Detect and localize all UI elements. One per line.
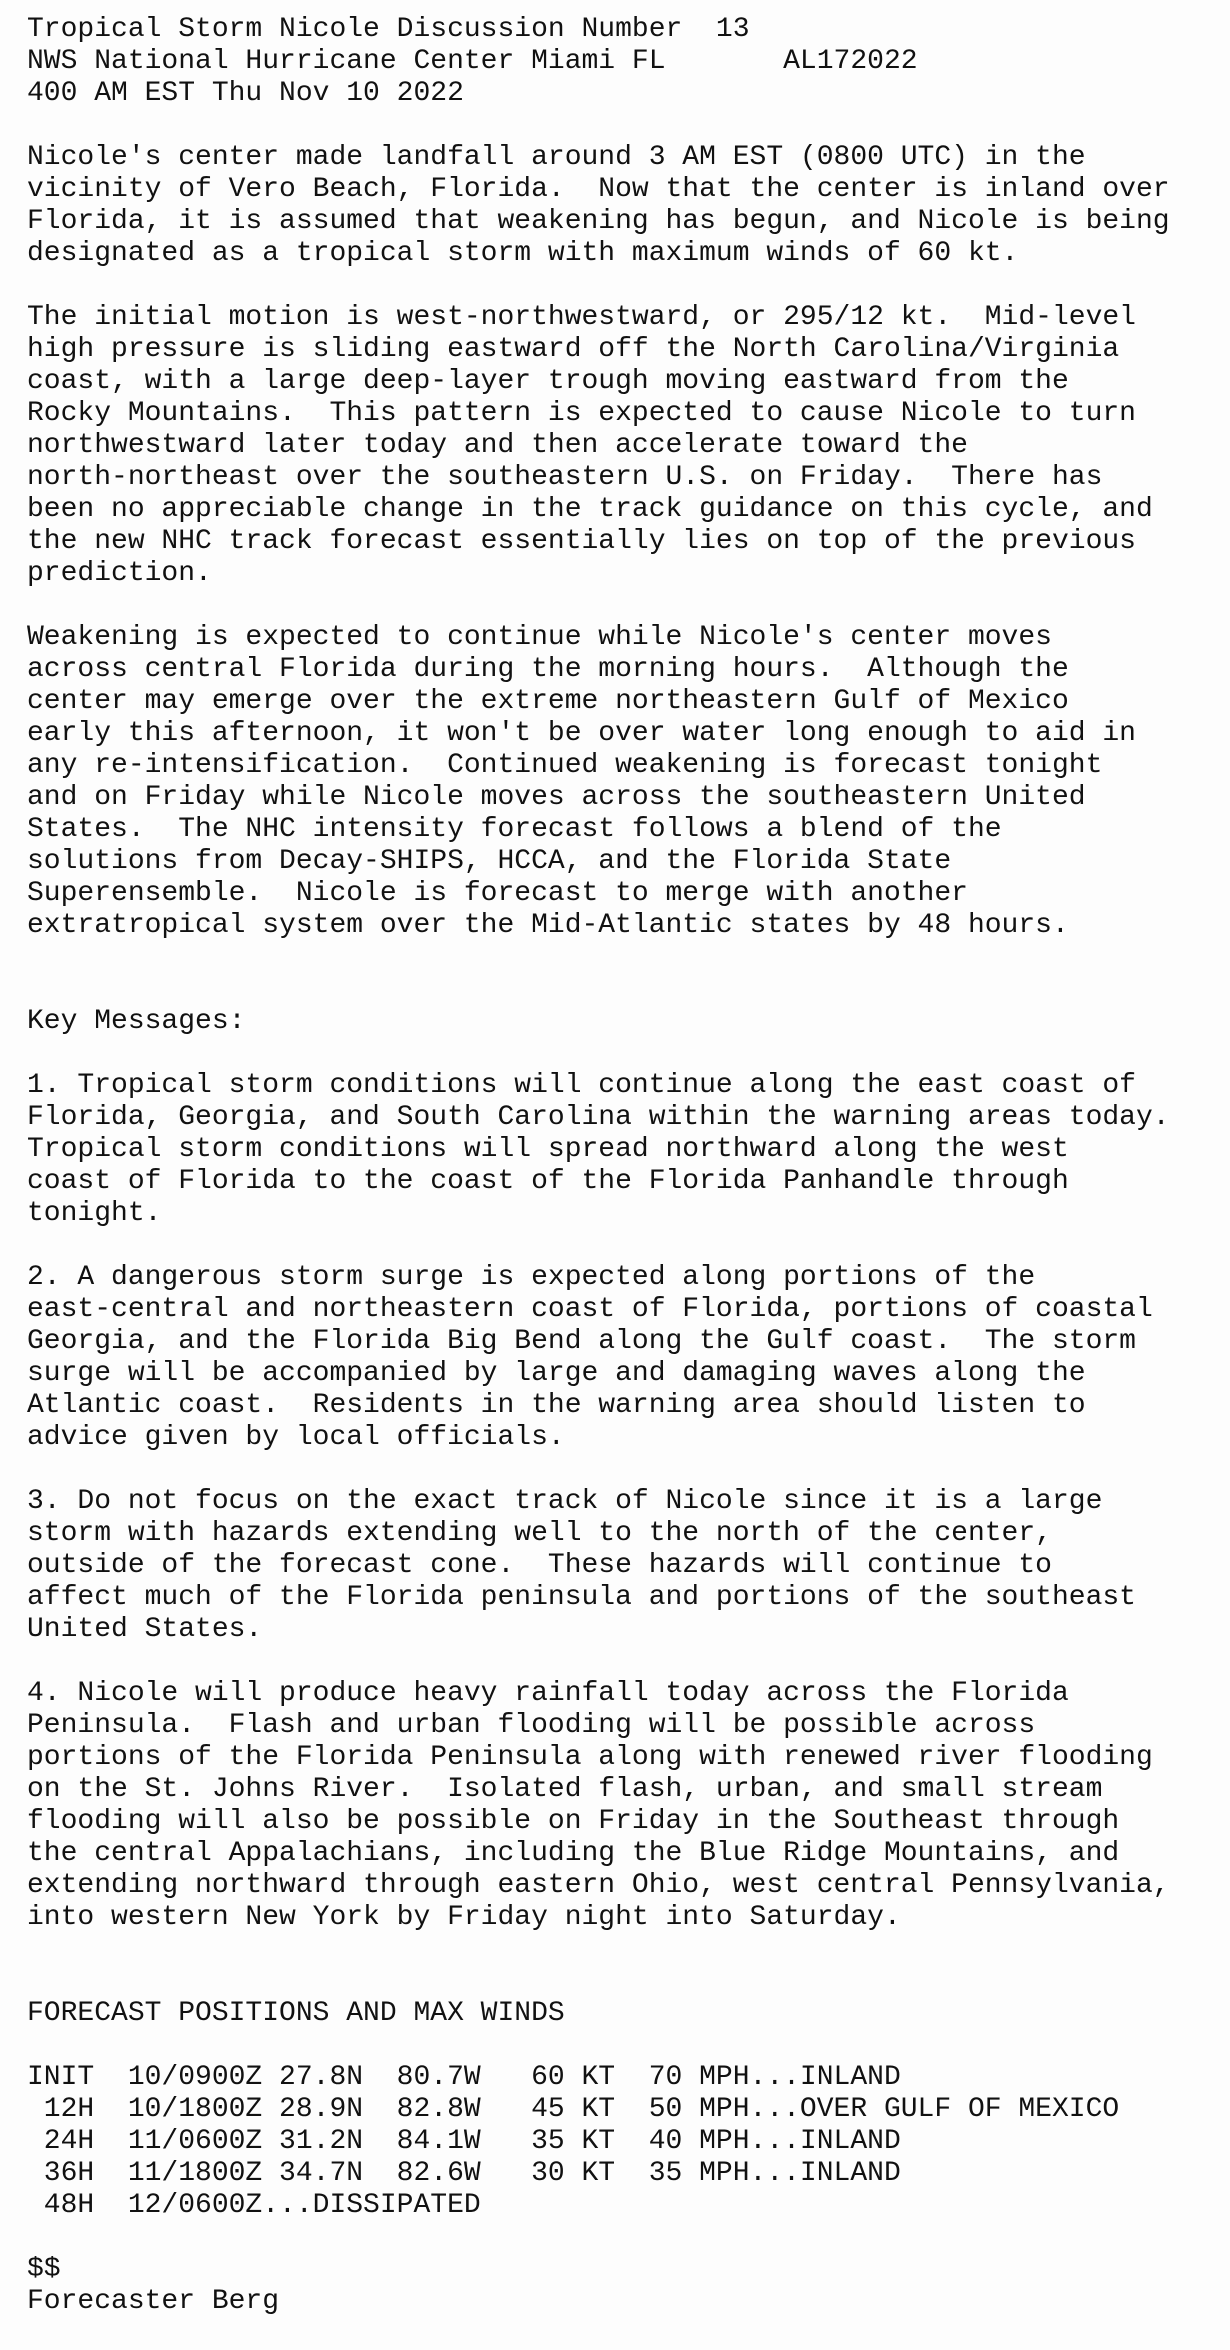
text-line: east-central and northeastern coast of Florida, portions of coastal — [27, 1294, 1153, 1325]
text-line: into western New York by Friday night into Saturday. — [27, 1902, 901, 1933]
blank-line — [27, 270, 1170, 302]
text-line: on the St. Johns River. Isolated flash, urban, and small stream — [27, 1774, 1103, 1805]
text-line: Georgia, and the Florida Big Bend along the Gulf coast. The storm — [27, 1326, 1136, 1357]
text-line: 1. Tropical storm conditions will continue along the east coast of — [27, 1070, 1136, 1101]
blank-line — [27, 2222, 1170, 2254]
text-line: States. The NHC intensity forecast follows a blend of the — [27, 814, 1002, 845]
text-line: 4. Nicole will produce heavy rainfall today across the Florida — [27, 1678, 1069, 1709]
blank-line — [27, 1646, 1170, 1678]
text-line: any re-intensification. Continued weakening is forecast tonight — [27, 750, 1103, 781]
text-line: 400 AM EST Thu Nov 10 2022 — [27, 78, 464, 109]
text-line: surge will be accompanied by large and damaging waves along the — [27, 1358, 1086, 1389]
text-line: INIT 10/0900Z 27.8N 80.7W 60 KT 70 MPH...INLAND — [27, 2062, 901, 2093]
text-line: 24H 11/0600Z 31.2N 84.1W 35 KT 40 MPH...INLAND — [27, 2126, 901, 2157]
text-line: Superensemble. Nicole is forecast to merge with another — [27, 878, 968, 909]
text-line: Rocky Mountains. This pattern is expected to cause Nicole to turn — [27, 398, 1136, 429]
text-line: designated as a tropical storm with maximum winds of 60 kt. — [27, 238, 1019, 269]
text-line: across central Florida during the morning hours. Although the — [27, 654, 1069, 685]
text-line: Atlantic coast. Residents in the warning area should listen to — [27, 1390, 1086, 1421]
text-line: high pressure is sliding eastward off the North Carolina/Virginia — [27, 334, 1120, 365]
text-line: Peninsula. Flash and urban flooding will be possible across — [27, 1710, 1036, 1741]
text-line: Florida, Georgia, and South Carolina within the warning areas today. — [27, 1102, 1170, 1133]
text-line: The initial motion is west-northwestward, or 295/12 kt. Mid-level — [27, 302, 1136, 333]
blank-line — [27, 1038, 1170, 1070]
blank-line — [27, 110, 1170, 142]
text-line: Weakening is expected to continue while Nicole's center moves — [27, 622, 1052, 653]
text-line: Forecaster Berg — [27, 2286, 280, 2317]
text-line: north-northeast over the southeastern U.S. on Friday. There has — [27, 462, 1103, 493]
text-line: early this afternoon, it won't be over water long enough to aid in — [27, 718, 1136, 749]
text-line: coast of Florida to the coast of the Florida Panhandle through — [27, 1166, 1069, 1197]
text-line: been no appreciable change in the track guidance on this cycle, and — [27, 494, 1153, 525]
text-line: 3. Do not focus on the exact track of Nicole since it is a large — [27, 1486, 1103, 1517]
blank-line — [27, 1230, 1170, 1262]
text-line: the central Appalachians, including the Blue Ridge Mountains, and — [27, 1838, 1120, 1869]
text-line: tonight. — [27, 1198, 162, 1229]
text-line: 2. A dangerous storm surge is expected along portions of the — [27, 1262, 1036, 1293]
text-line: $$ — [27, 2254, 61, 2285]
text-line: flooding will also be possible on Friday in the Southeast through — [27, 1806, 1120, 1837]
text-line: the new NHC track forecast essentially lies on top of the previous — [27, 526, 1136, 557]
text-line: northwestward later today and then accelerate toward the — [27, 430, 968, 461]
text-line: 12H 10/1800Z 28.9N 82.8W 45 KT 50 MPH...OVER GULF OF MEXICO — [27, 2094, 1120, 2125]
text-line: portions of the Florida Peninsula along with renewed river flooding — [27, 1742, 1153, 1773]
text-line: Tropical Storm Nicole Discussion Number 13 — [27, 14, 750, 45]
blank-line — [27, 590, 1170, 622]
blank-line — [27, 1966, 1170, 1998]
text-line: center may emerge over the extreme northeastern Gulf of Mexico — [27, 686, 1069, 717]
text-line: prediction. — [27, 558, 212, 589]
discussion-text — [27, 14, 1170, 2318]
text-line: extratropical system over the Mid-Atlantic states by 48 hours. — [27, 910, 1069, 941]
text-line: 36H 11/1800Z 34.7N 82.6W 30 KT 35 MPH...INLAND — [27, 2158, 901, 2189]
text-line: advice given by local officials. — [27, 1422, 565, 1453]
text-line: and on Friday while Nicole moves across the southeastern United — [27, 782, 1086, 813]
text-line: solutions from Decay-SHIPS, HCCA, and the Florida State — [27, 846, 952, 877]
text-line: Tropical storm conditions will spread northward along the west — [27, 1134, 1069, 1165]
text-line: 48H 12/0600Z...DISSIPATED — [27, 2190, 481, 2221]
text-line: extending northward through eastern Ohio, west central Pennsylvania, — [27, 1870, 1170, 1901]
text-line: Nicole's center made landfall around 3 AM EST (0800 UTC) in the — [27, 142, 1086, 173]
text-line: NWS National Hurricane Center Miami FL AL172022 — [27, 46, 918, 77]
text-line: vicinity of Vero Beach, Florida. Now that the center is inland over — [27, 174, 1170, 205]
blank-line — [27, 1934, 1170, 1966]
text-line: FORECAST POSITIONS AND MAX WINDS — [27, 1998, 565, 2029]
blank-line — [27, 942, 1170, 974]
text-line: coast, with a large deep-layer trough moving eastward from the — [27, 366, 1069, 397]
text-line: Florida, it is assumed that weakening has begun, and Nicole is being — [27, 206, 1170, 237]
text-line: storm with hazards extending well to the north of the center, — [27, 1518, 1052, 1549]
text-line: affect much of the Florida peninsula and portions of the southeast — [27, 1582, 1136, 1613]
blank-line — [27, 974, 1170, 1006]
blank-line — [27, 2030, 1170, 2062]
text-line: United States. — [27, 1614, 263, 1645]
text-line: outside of the forecast cone. These hazards will continue to — [27, 1550, 1052, 1581]
blank-line — [27, 1454, 1170, 1486]
text-line: Key Messages: — [27, 1006, 246, 1037]
